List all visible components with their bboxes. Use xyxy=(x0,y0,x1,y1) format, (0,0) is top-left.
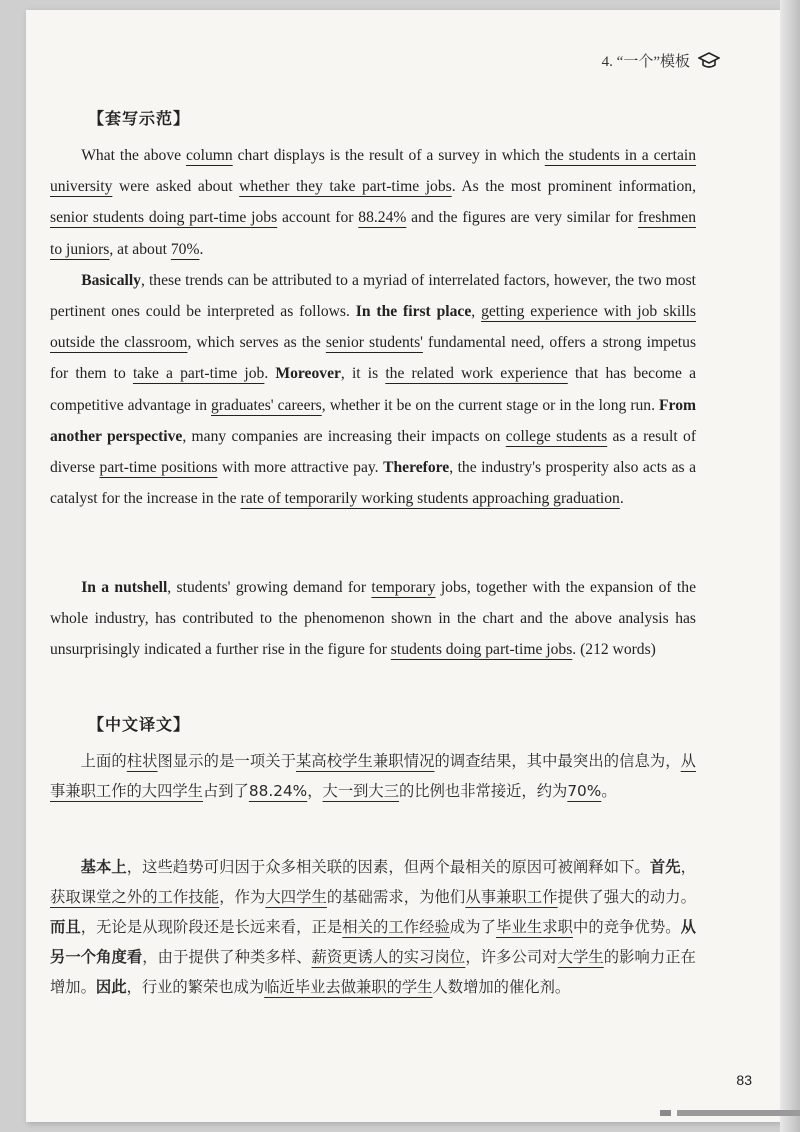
essay-body xyxy=(50,140,696,514)
section-title-model-essay: 【套写示范】 xyxy=(88,111,191,128)
page-number: 83 xyxy=(736,1072,752,1088)
graduation-cap-icon xyxy=(698,52,720,70)
footer-decoration xyxy=(660,1110,800,1116)
essay-paragraph-1: What the above column chart displays is the result of a survey in which the students in a certain university were asked about whether they take part-time jobs. As the most prominent information, senior students doing part-time jobs account for 88.24% and the figures are very similar for freshmen to juniors, at about 70%. xyxy=(50,147,697,258)
essay-paragraph-2: Basically, these trends can be attributed to a myriad of interrelated factors, however, the two most pertinent ones could be interpreted as follows. In the first place, getting experience with job skills outside the classroom, which serves as the senior students' fundamental need, offers a strong impetus for them to take a part-time job. Moreover, it is the related work experience that has become a competitive advantage in graduates' careers, whether it be on the current stage or in the long run. From another perspective, many companies are increasing their impacts on college students as a result of diverse part-time positions with more attractive pay. Therefore, the industry's prosperity also acts as a catalyst for the increase in the rate of temporarily working students approaching graduation. xyxy=(50,271,697,508)
translation-paragraph-1: 上面的柱状图显示的是一项关于某高校学生兼职情况的调查结果，其中最突出的信息为，从事兼职工作的大四学生占到了88.24%，大一到大三的比例也非常接近，约为70%。 xyxy=(50,752,696,800)
running-header xyxy=(602,50,720,71)
translation-paragraph-2: 基本上，这些趋势可归因于众多相关联的因素，但两个最相关的原因可被阐释如下。首先，获取课堂之外的工作技能，作为大四学生的基础需求，为他们从事兼职工作提供了强大的动力。而且，无论是从现阶段还是长远来看，正是相关的工作经验成为了毕业生求职中的竞争优势。从另一个角度看，由于提供了种类多样、薪资更诱人的实习岗位，许多公司对大学生的影响力正在增加。因此，行业的繁荣也成为临近毕业去做兼职的学生人数增加的催化剂。 xyxy=(50,858,696,996)
essay-paragraph-3: In a nutshell, students' growing demand for temporary jobs, together with the expansion of the whole industry, has contributed to the phenomenon shown in the chart and the above analysis has unsurprisingly indicated a further rise in the figure for students doing part-time jobs. (212 words) xyxy=(50,579,696,659)
section-title-translation: 【中文译文】 xyxy=(88,717,191,734)
essay-conclusion xyxy=(50,572,696,666)
page-edge xyxy=(780,0,800,1132)
header-text: 4. “一个”模板 xyxy=(601,54,690,70)
